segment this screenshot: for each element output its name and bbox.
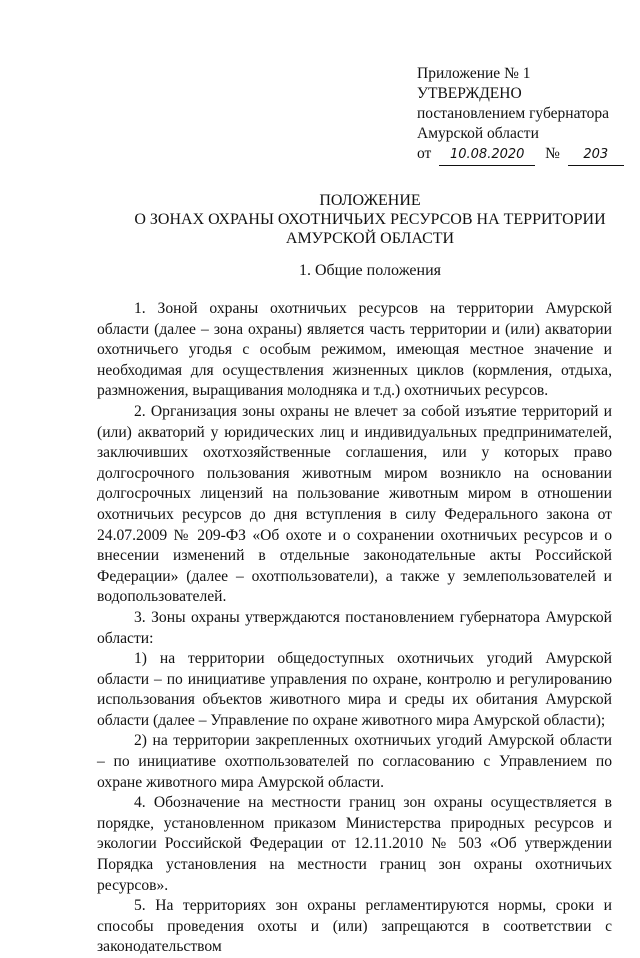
paragraph: 2. Организация зоны охраны не влечет за собой изъятие территорий и (или) акваторий у юридических лиц и индивидуальных предпринимателей, заключивших охотхозяйственные соглашения, или у которых право долгосрочного пользования животным миром возникло на основании долгосрочных лицензий на пользование животным миром в отношении охотничьих ресурсов до дня вступления в силу Федерального закона от 24.07.2009 № 209-ФЗ «Об охоте и о сохранении охотничьих ресурсов и о внесении изменений в отдельные законодательные акты Российской Федерации» (далее – охотпользователи), а также у землепользователей и водопользователей. [97,402,612,606]
paragraph: 5. На территориях зон охраны регламентируются нормы, сроки и способы проведения охоты и (или) запрещаются в соответствии с законодательством [97,897,612,956]
paragraph: 2) на территории закрепленных охотничьих угодий Амурской области – по инициативе охотпользователей по согласованию с Управлением по охране животного мира Амурской области. [97,732,612,791]
date-prefix: от [417,145,432,162]
resolution-label: постановлением губернатора [417,105,610,122]
appendix-label: Приложение № 1 [417,65,531,82]
title-line-1: ПОЛОЖЕНИЕ [319,192,421,209]
handwritten-date: 10.08.2020 [439,145,535,166]
document-title [100,191,640,248]
date-number-line [417,144,624,166]
number-prefix: № [545,145,560,162]
approval-block [417,64,624,166]
title-line-2: О ЗОНАХ ОХРАНЫ ОХОТНИЧЬИХ РЕСУРСОВ НА ТЕРРИТОРИИ [134,211,606,228]
paragraph: 3. Зоны охраны утверждаются постановлением губернатора Амурской области: [97,608,612,647]
region-label: Амурской области [417,125,539,142]
paragraph: 1) на территории общедоступных охотничьих угодий Амурской области – по инициативе управления по охране, контролю и регулированию использования объектов животного мира и среды их обитания Амурской области (далее – Управление по охране животного мира Амурской области); [97,650,612,729]
handwritten-number: 203 [568,145,624,166]
paragraph: 4. Обозначение на местности границ зон охраны осуществляется в порядке, установленном приказом Министерства природных ресурсов и экологии Российской Федерации от 12.11.2010 № 503 «Об утверждении Порядка установления на местности границ зон охраны охотничьих ресурсов». [97,794,612,894]
document-body [97,299,612,956]
title-line-3: АМУРСКОЙ ОБЛАСТИ [285,230,455,247]
approved-label: УТВЕРЖДЕНО [417,85,522,102]
section-heading: 1. Общие положения [298,262,442,279]
paragraph: 1. Зоной охраны охотничьих ресурсов на территории Амурской области (далее – зона охраны) является часть территории и (или) акватории охотничьего угодья с особым режимом, имеющая местное значение и необходимая для осуществления жизненных циклов (кормления, отдыха, размножения, выращивания молодняка и т.д.) охотничьих ресурсов. [97,300,612,400]
